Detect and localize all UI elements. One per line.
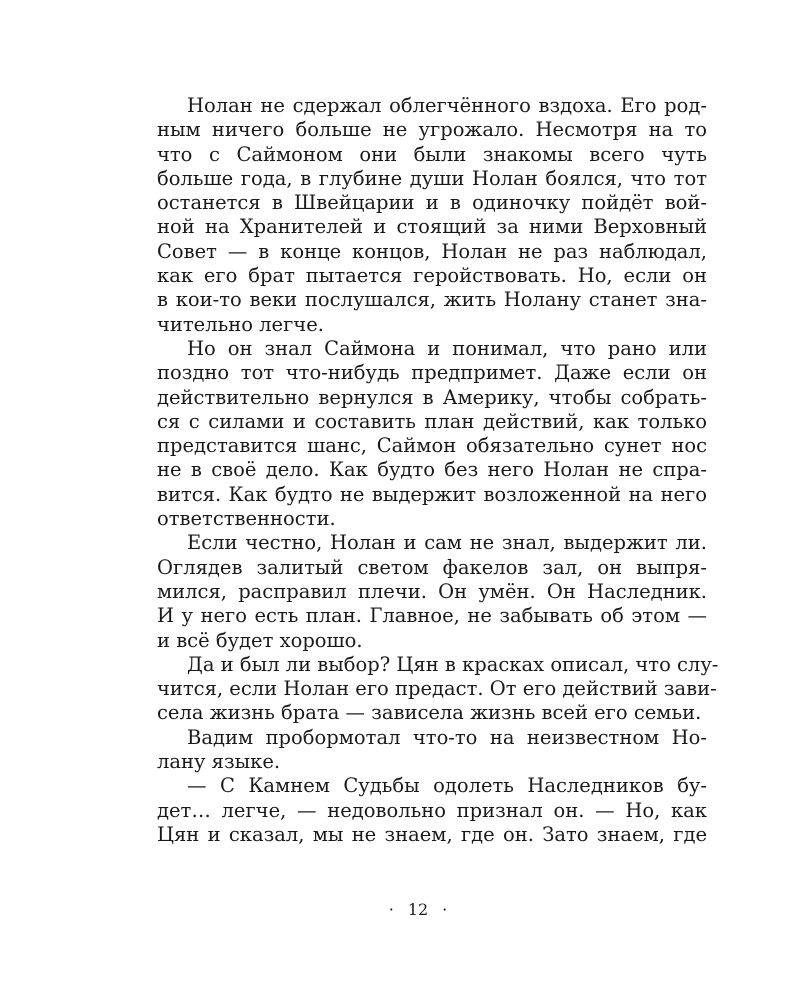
text-line: как его брат пытается геройствовать. Но, если он <box>157 264 707 288</box>
text-line: и всё будет хорошо. <box>157 628 363 652</box>
text-line: представится шанс, Саймон обязательно сунет нос <box>157 434 707 458</box>
text-line: останется в Швейцарии и в одиночку пойдёт вой- <box>157 191 707 215</box>
text-line: ответственности. <box>157 507 336 531</box>
page-number-footer <box>18 900 800 919</box>
text-line: не в своё дело. Как будто без него Нолан не спра- <box>157 458 707 482</box>
text-line: Вадим пробормотал что-то на неизвестном Но- <box>187 725 707 749</box>
text-line: Но он знал Саймона и понимал, что рано или <box>187 336 707 360</box>
paragraph <box>157 774 707 847</box>
text-line: Нолан не сдержал облегчённого вздоха. Его род- <box>187 94 707 117</box>
text-line: в кои-то веки послушался, жить Нолану станет зна- <box>157 288 707 312</box>
text-line: дет… легче, — недовольно признал он. — Но, как <box>157 798 707 822</box>
text-line: ся с силами и составить план действий, как только <box>157 409 707 433</box>
page-number-dot-left: · <box>388 900 394 919</box>
text-line: Цян и сказал, мы не знаем, где он. Зато знаем, где <box>157 822 707 846</box>
page-number: 12 <box>407 900 429 919</box>
text-line: действительно вернулся в Америку, чтобы собрать- <box>157 385 707 409</box>
text-line: вится. Как будто не выдержит возложенной на него <box>157 482 707 506</box>
text-line: И у него есть план. Главное, не забывать об этом — <box>157 604 707 628</box>
text-line: Оглядев залитый светом факелов зал, он выпря- <box>157 555 707 579</box>
paragraph <box>157 337 707 531</box>
text-line: ным ничего больше не угрожало. Несмотря на то <box>157 118 707 142</box>
paragraph <box>157 94 707 337</box>
text-line: лану языке. <box>157 750 281 774</box>
text-line: что с Саймоном они были знакомы всего чуть <box>157 142 707 166</box>
text-line: — С Камнем Судьбы одолеть Наследников бу- <box>187 774 707 798</box>
text-line: села жизнь брата — зависела жизнь всей его семьи. <box>157 701 702 725</box>
text-line: чительно легче. <box>157 312 324 336</box>
paragraph <box>157 652 719 726</box>
text-line: ной на Хранителей и стоящий за ними Верховный <box>157 215 707 239</box>
page-number-dot-right: · <box>442 900 448 919</box>
text-line: поздно тот что-нибудь предпримет. Даже если он <box>157 361 707 385</box>
paragraph <box>157 726 707 775</box>
text-line: больше года, в глубине души Нолан боялся, что тот <box>157 166 707 190</box>
body-text <box>157 94 719 847</box>
paragraph <box>157 531 707 652</box>
text-line: мился, расправил плечи. Он умён. Он Наследник. <box>157 579 707 603</box>
text-line: Если честно, Нолан и сам не знал, выдержит ли. <box>187 531 707 555</box>
text-line: Да и был ли выбор? Цян в красках описал, что слу- <box>187 652 719 676</box>
text-line: чится, если Нолан его предаст. От его действий зави- <box>157 677 717 701</box>
text-line: Совет — в конце концов, Нолан не раз наблюдал, <box>157 239 707 263</box>
